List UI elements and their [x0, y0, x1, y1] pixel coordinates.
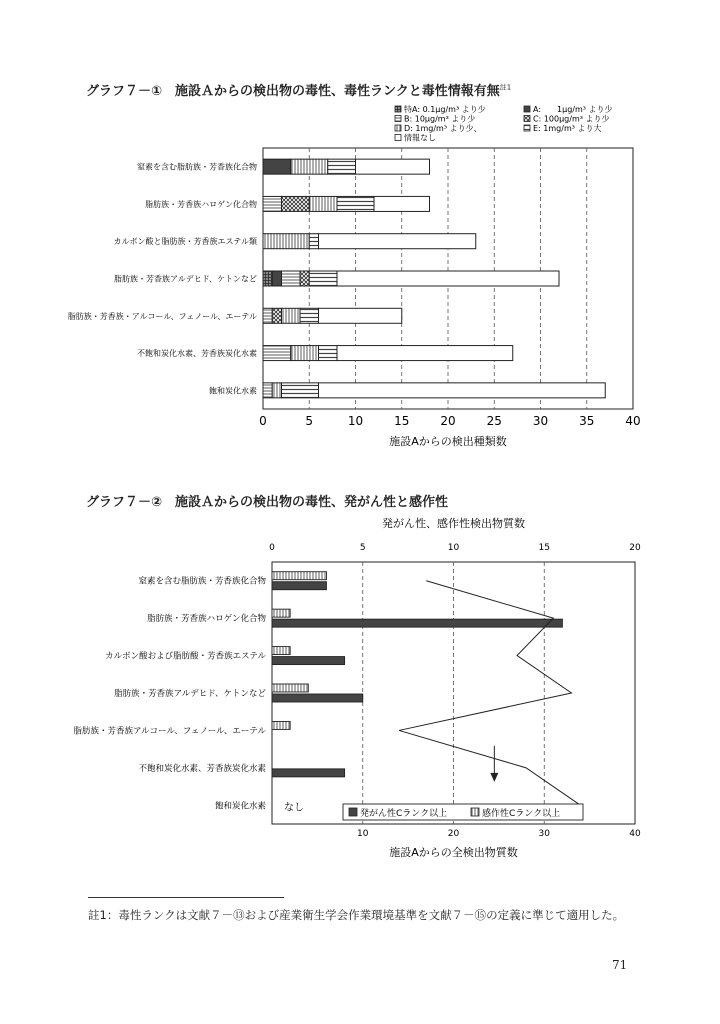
chart2-title-text: グラフ７－② 施設Ａからの検出物の毒性、発がん性と感作性: [86, 495, 449, 510]
chart2-bottom-tick-label: 20: [447, 829, 460, 839]
chart2-category-label: 脂肪族・芳香族アルデヒド、ケトンなど: [114, 689, 266, 699]
chart2-legend-label-sensitization: 感作性Cランク以上: [482, 809, 561, 819]
chart2-bar-carcinogenic: [272, 619, 562, 627]
chart2-bottom-tick-label: 30: [538, 829, 550, 839]
chart2-bar-carcinogenic: [272, 694, 363, 702]
chart1-bar-segment: [309, 271, 337, 286]
chart2-frame: [272, 562, 635, 824]
chart1-bar-segment: [272, 271, 281, 286]
chart1-bar-segment: [263, 234, 309, 249]
chart2-top-tick-label: 10: [447, 543, 460, 553]
chart1-category-label: 飽和炭化水素: [209, 386, 257, 396]
chart1-xtick-label: 5: [305, 414, 314, 428]
chart2-bar-sensitization: [272, 684, 308, 692]
chart2-bar-sensitization: [272, 721, 290, 729]
chart2-total-line: [399, 581, 581, 806]
chart1-category-label: 窒素を含む脂肪族・芳香族化合物: [137, 162, 257, 172]
chart1-bar-segment: [263, 308, 272, 323]
chart1-bar-segment: [291, 159, 328, 174]
chart1-legend-label: A: 1μg/m³ より少: [533, 105, 613, 114]
chart1-xtick-label: 35: [579, 414, 595, 428]
chart2-category-label: 脂肪族・芳香族アルコール、フェノール、エーテル: [73, 726, 266, 737]
chart2-bar-carcinogenic: [272, 657, 345, 665]
chart1-xtick-label: 20: [440, 414, 456, 428]
chart1-legend-swatch: [524, 116, 530, 122]
page-number: 71: [612, 958, 628, 972]
chart2-bottom-tick-label: 40: [629, 829, 641, 839]
chart1-bar-segment: [263, 271, 272, 286]
chart2-category-label: カルボン酸および脂肪酸・芳香族エステル: [105, 651, 266, 662]
chart1-xtick-label: 15: [394, 414, 410, 428]
chart1-legend-swatch: [395, 116, 401, 122]
chart1-bar-segment: [309, 196, 337, 211]
chart2-top-tick-label: 20: [629, 543, 641, 553]
chart1-legend-swatch: [524, 106, 530, 112]
chart1-bar-segment: [319, 346, 338, 361]
chart2-bar-sensitization: [272, 647, 290, 655]
chart1-legend-swatch: [395, 135, 401, 141]
chart1-bar-segment: [282, 308, 301, 323]
chart2-bar-sensitization: [272, 609, 290, 617]
chart2-legend-swatch-carcinogenic: [349, 808, 357, 816]
chart2-legend-label-carcinogenic: 発がん性Cランク以上: [360, 809, 448, 819]
chart1-bar-segment: [337, 271, 559, 286]
chart1-xlabel: 施設Aからの検出種類数: [389, 435, 507, 448]
chart2-bar-sensitization: [272, 572, 326, 580]
chart1-bar-segment: [337, 346, 513, 361]
chart1-legend-label: B: 10μg/m³ より少: [404, 114, 476, 124]
chart2-bottom-tick-label: 10: [357, 829, 369, 839]
chart1-bar-segment: [263, 196, 282, 211]
chart2-bar-carcinogenic: [272, 769, 345, 777]
chart2-xlabel: 施設Aからの全検出物質数: [389, 846, 518, 859]
chart1-bar-segment: [337, 196, 374, 211]
chart1-category-label: 脂肪族・芳香族・アルコール、フェノール、エーテル: [67, 311, 257, 321]
chart1-bar-segment: [300, 271, 309, 286]
chart1-legend-swatch: [395, 106, 401, 112]
chart1-legend-label: 情報なし: [404, 133, 436, 143]
chart1-legend-label: E: 1mg/m³ より大: [533, 124, 602, 133]
chart2-legend-swatch-sensitization: [471, 808, 479, 816]
chart2-arrow-head: [490, 773, 498, 782]
chart1-title-note: 註1: [499, 83, 512, 92]
chart1-bar-segment: [328, 159, 356, 174]
chart1-category-label: 脂肪族・芳香族ハロゲン化合物: [145, 199, 257, 209]
chart1-bar-segment: [300, 308, 319, 323]
chart1-bar-segment: [282, 383, 319, 398]
chart2-annotation-none: なし: [284, 802, 304, 814]
chart1-bar-segment: [309, 234, 318, 249]
chart1-xtick-label: 25: [486, 414, 502, 428]
chart1-bar-segment: [263, 159, 291, 174]
chart2-top-axis-label: 発がん性、感作性検出物質数: [382, 517, 525, 530]
chart1-bar-segment: [282, 271, 301, 286]
chart2-category-label: 脂肪族・芳香族ハロゲン化合物: [147, 614, 266, 625]
chart1-bar-segment: [263, 346, 291, 361]
footnote-divider: [88, 897, 284, 898]
chart2-bar-carcinogenic: [272, 582, 326, 590]
chart2-top-tick-label: 15: [538, 543, 550, 553]
chart1-category-label: 脂肪族・芳香族アルデヒド、ケトンなど: [114, 274, 257, 284]
chart1-legend-swatch: [395, 125, 401, 131]
chart1-title-text: グラフ７－① 施設Ａからの検出物の毒性、毒性ランクと毒性情報有無: [86, 84, 500, 99]
chart1-legend-label: D: 1mg/m³ より少、: [404, 124, 482, 133]
chart2-top-tick-label: 5: [359, 543, 366, 553]
footnote: 註1：毒性ランクは文献７－⑬および産業衛生学会作業環境基準を文献７－⑮の定義に準じて適用した。: [88, 908, 625, 922]
chart1-xtick-label: 30: [532, 414, 549, 428]
chart1-bar-segment: [291, 346, 319, 361]
chart1-bar-segment: [319, 234, 476, 249]
chart1-bar-segment: [263, 383, 272, 398]
chart1-bar-segment: [272, 383, 281, 398]
chart1-legend-label: C: 100μg/m³ より少: [533, 114, 610, 124]
chart1-category-label: 不飽和炭化水素、芳香族炭化水素: [137, 349, 257, 359]
chart1-bar-segment: [356, 159, 430, 174]
chart2-top-tick-label: 0: [269, 543, 275, 553]
chart1-legend-label: 特A: 0.1μg/m³ より少: [404, 105, 486, 114]
chart1-category-label: カルボン酸と脂肪族・芳香族エステル類: [113, 237, 257, 247]
chart1-xtick-label: 40: [625, 414, 641, 428]
chart1-xtick-label: 0: [259, 414, 267, 428]
chart1-bar-segment: [319, 308, 402, 323]
chart2-category-label: 窒素を含む脂肪族・芳香族化合物: [138, 576, 266, 587]
chart1-bar-segment: [282, 196, 310, 211]
chart1-bar-segment: [319, 383, 606, 398]
chart1-xtick-label: 10: [347, 414, 364, 428]
chart1-bar-segment: [272, 308, 281, 323]
chart2-category-label: 飽和炭化水素: [214, 801, 266, 812]
chart1-legend-swatch: [524, 125, 530, 131]
chart1-bar-segment: [374, 196, 430, 211]
chart2-category-label: 不飽和炭化水素、芳香族炭化水素: [138, 763, 266, 774]
